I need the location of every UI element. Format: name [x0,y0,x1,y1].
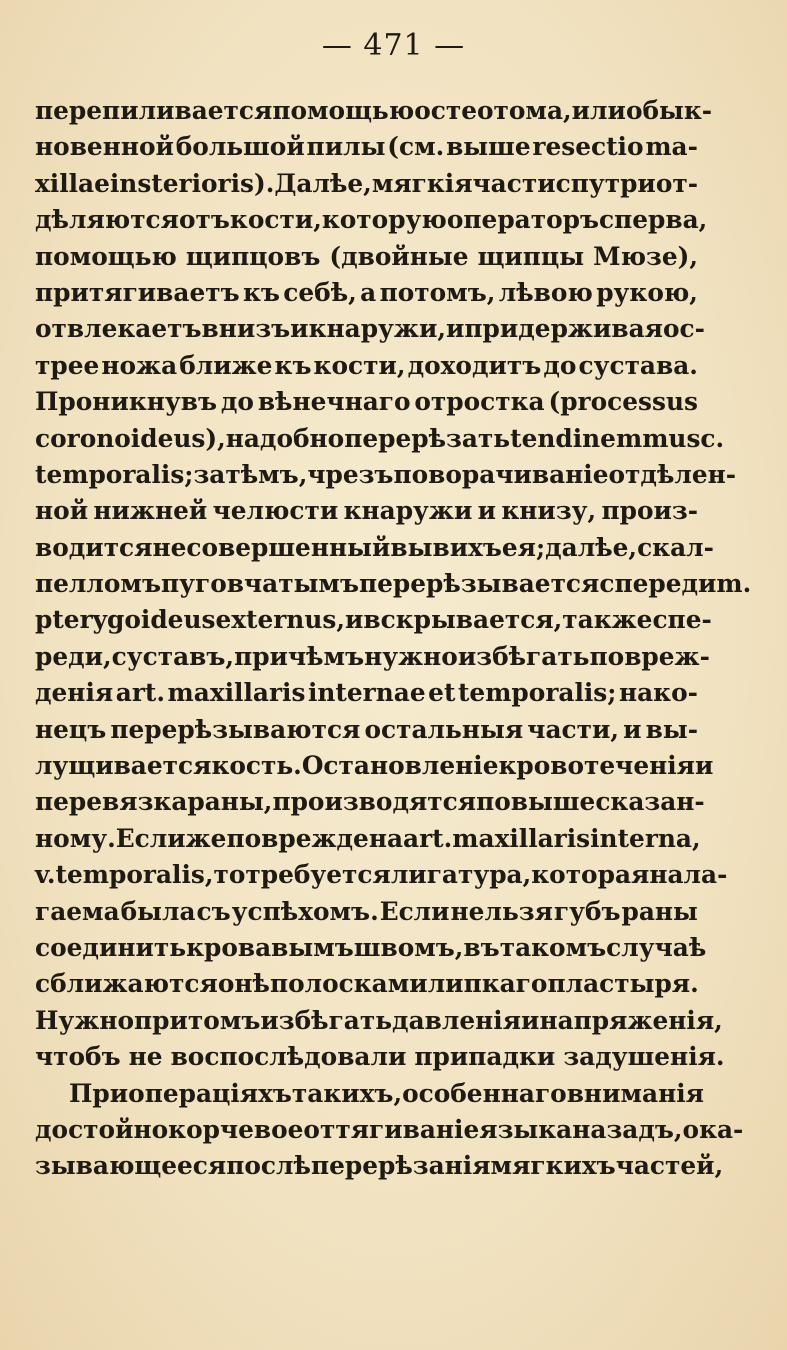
text-line [35,202,708,238]
word: избѣгать [457,641,590,671]
word: съ [196,896,231,926]
word: спе- [652,605,712,635]
word: (processus [548,387,698,417]
word: оттягиваніе [303,1114,480,1144]
word: перерѣзывается [359,569,600,599]
word: также [562,605,653,635]
word: кости, [229,205,322,235]
word: или [571,96,626,125]
word: большой [175,132,305,162]
word: себѣ, [283,277,357,307]
word: далѣе, [545,532,638,562]
word: сперва, [599,205,708,235]
word: resectio [532,132,644,162]
word: которая [531,860,650,890]
word: напряженія, [539,1005,723,1035]
word: повреждена [226,823,404,853]
word: произ- [601,496,698,526]
text-line [35,712,698,748]
word: припадки [414,1042,556,1072]
word: кости, [313,350,406,380]
body-text [35,93,752,1185]
word: отвлекаетъ [35,314,202,344]
word: и [290,314,309,344]
word: избѣгать [260,1005,393,1035]
word: внизъ [201,314,291,344]
word: от- [655,168,699,198]
word: къ [274,350,312,380]
text-line [35,748,714,784]
word: соединить [35,932,187,962]
text-line [35,930,707,966]
word: помощью [35,241,177,271]
word: несовершенный [152,532,391,562]
text-line [35,1076,704,1112]
word: потомъ, [379,277,496,307]
word: Если [115,823,186,853]
word: ока- [682,1114,744,1144]
text-line [35,566,752,602]
text-line [35,784,705,820]
word: суставъ, [111,641,235,671]
word: притягиваетъ [35,277,240,307]
word: въ [463,932,500,962]
word: отростка [414,387,545,417]
word: и [445,314,465,344]
word: пилы [306,132,386,162]
word: (см. [387,132,445,162]
word: art. [403,823,453,853]
text-line [35,93,713,129]
text-line [35,129,698,165]
word: части, [527,714,620,744]
word: реди, [35,641,112,671]
word: maxillaris [452,823,591,853]
word: частей, [615,1151,724,1181]
text-line [35,675,698,711]
text-line [35,239,698,275]
text-line [35,1003,723,1039]
word: требуется [245,860,391,890]
word: особеннаго [402,1078,567,1108]
word: спереди [599,569,717,599]
word: maxillaris [167,678,306,708]
word: кнаружи [343,496,473,526]
word: tendinem [510,423,643,453]
word: остеотома, [414,96,572,125]
word: Нужно [35,1005,135,1035]
text-line [35,166,698,202]
word: вниманія [566,1078,704,1108]
word: сказан- [595,787,705,817]
word: придерживая [464,314,663,344]
word: temporalis; [35,459,194,489]
word: давленія [392,1005,522,1035]
word: перепиливается [35,96,273,125]
word: книзу, [501,496,597,526]
word: лѣвою [498,277,593,307]
word: вскрывается, [363,605,563,635]
word: же [185,823,227,853]
word: лущивается [35,751,212,781]
word: мягкія [371,168,473,198]
text-line [35,493,698,529]
word: нужно [364,641,458,671]
word: externus, [215,605,345,635]
word: ея; [501,532,546,562]
word: сустава. [578,350,698,380]
word: пуговчатымъ [161,569,359,599]
word: затѣмъ, [193,459,308,489]
word: новенной [35,132,174,162]
word: ос- [662,314,705,344]
word: кость. [211,751,302,781]
word: помощью [272,96,415,125]
word: водится [35,532,153,562]
word: щипцы [477,241,585,271]
word: При [69,1078,129,1108]
word: губъ [553,896,621,926]
word: задушенія. [563,1042,725,1072]
word: гаема [35,896,120,926]
word: операціяхъ [128,1078,292,1108]
text-line [35,530,714,566]
word: Проникнувъ [35,387,218,417]
word: перерѣзанія [310,1151,491,1181]
word: нако- [618,678,698,708]
word: (двойные [329,241,469,271]
word: назадъ, [572,1114,683,1144]
word: по [476,787,511,817]
word: зывающееся [35,1151,227,1181]
word: internae [307,678,426,708]
text-line [35,639,710,675]
word: а [360,277,377,307]
page-number: — 471 — [321,28,466,63]
word: выше [510,787,596,817]
word: отъ [178,205,230,235]
word: до [543,350,577,380]
word: нала- [649,860,728,890]
word: нецъ [35,714,107,744]
text-line [35,1148,724,1184]
word: temporalis; [457,678,617,708]
word: кровавымъ [186,932,354,962]
text-line [35,421,725,457]
word: отдѣлен- [608,459,737,489]
word: и [521,1005,540,1035]
word: щипцовъ [185,241,321,271]
word: temporalis, [55,860,214,890]
word: причѣмъ [234,641,365,671]
word: лигатура, [390,860,532,890]
word: musc. [642,423,725,453]
word: была [120,896,196,926]
text-line [35,457,737,493]
word: надобно [225,423,345,453]
word: выше [446,132,531,162]
word: перерѣзываются [110,714,361,744]
word: случаѣ [606,932,707,962]
text-line [35,966,698,1002]
text-line [35,602,712,638]
word: притомъ [134,1005,261,1035]
word: Остановленіе [301,751,499,781]
word: дѣляются [35,205,179,235]
word: къ [242,277,280,307]
word: coronoideus), [35,423,226,453]
word: до [220,387,254,417]
word: Далѣе, [274,168,372,198]
word: insterioris). [109,168,275,198]
word: ному. [35,823,116,853]
word: части [472,168,556,198]
word: и [344,605,364,635]
word: швомъ, [353,932,464,962]
word: нельзя [450,896,553,926]
word: вѣнечнаго [257,387,411,417]
text-line [35,311,705,347]
word: вы- [645,714,698,744]
word: чтобъ [35,1042,121,1072]
word: сближаются [35,969,218,999]
word: вывихъ [390,532,502,562]
word: корчевое [168,1114,304,1144]
text-line [35,348,698,384]
word: производятся [272,787,477,817]
word: которую [321,205,447,235]
word: и [623,714,642,744]
word: остальныя [364,714,524,744]
word: повреж- [589,641,710,671]
word: кнаружи, [308,314,446,344]
text-line [35,857,728,893]
word: раны, [187,787,273,817]
word: достойно [35,1114,169,1144]
text-line [35,1039,725,1075]
word: ной [35,496,89,526]
word: доходитъ [407,350,542,380]
word: раны [621,896,698,926]
word: кровотеченія [498,751,695,781]
word: полосками [269,969,428,999]
word: скал- [637,532,714,562]
word: языка [479,1114,573,1144]
word: онѣ [217,969,270,999]
word: спутри [555,168,656,198]
text-line [35,821,701,857]
word: v. [35,860,56,890]
word: денія [35,678,114,708]
word: такихъ, [291,1078,403,1108]
word: успѣхомъ. [231,896,379,926]
text-line [35,894,698,930]
word: art. [115,678,165,708]
word: ножа [101,350,178,380]
word: операторъ [446,205,599,235]
word: Мюзе), [593,241,698,271]
text-line [35,1112,744,1148]
word: перерѣзать [344,423,511,453]
word: et [428,678,456,708]
text-line [35,275,698,311]
word: послѣ [226,1151,311,1181]
word: поворачиваніе [393,459,609,489]
word: interna, [590,823,701,853]
word: рукою, [596,277,698,307]
word: липкаго [427,969,548,999]
text-line [35,384,698,420]
word: m. [716,569,752,599]
word: xillae [35,168,110,198]
word: обык- [625,96,713,125]
word: Если [379,896,450,926]
word: трее [35,350,100,380]
word: перевязка [35,787,188,817]
word: ma- [645,132,698,162]
word: чрезъ [307,459,394,489]
word: воспослѣдовали [170,1042,407,1072]
word: мягкихъ [490,1151,616,1181]
word: пелломъ [35,569,161,599]
word: и [694,751,714,781]
word: и [477,496,497,526]
word: такомъ [499,932,607,962]
word: pterygoideus [35,605,216,635]
word: нижней [93,496,208,526]
word: пластыря. [547,969,699,999]
word: не [128,1042,163,1072]
word: челюсти [212,496,339,526]
word: ближе [179,350,273,380]
word: то [213,860,246,890]
